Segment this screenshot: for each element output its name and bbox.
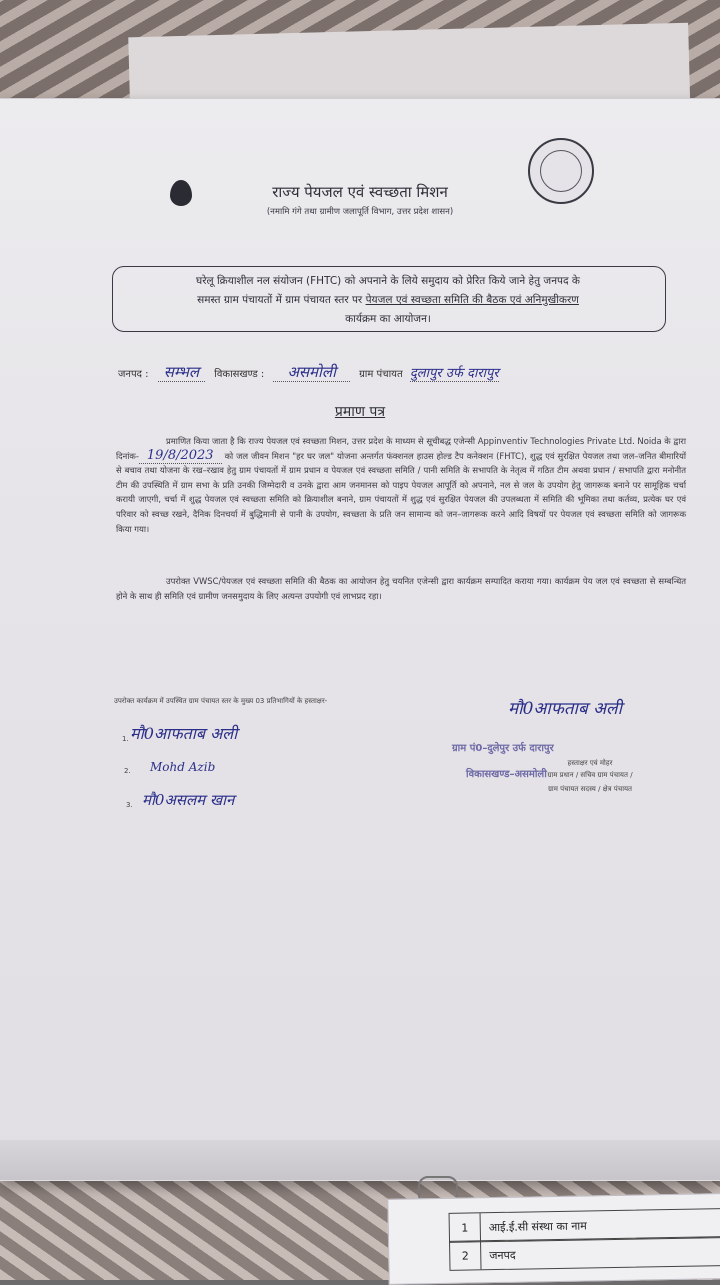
row-number: 1 <box>450 1213 481 1242</box>
participant-signature-3: मौ0असलम खान <box>142 791 235 809</box>
subject-line-2-a: समस्त ग्राम पंचायतों में ग्राम पंचायत स्तर पर <box>197 294 366 306</box>
signatory-label-1: हस्ताक्षर एवं मोहर <box>567 759 613 767</box>
participant-signature-2: Mohd Azib <box>150 760 216 774</box>
signatory-label-3: ग्राम पंचायत सदस्य / क्षेत्र पंचायत <box>547 785 633 793</box>
participant-signature-1: मौ0आफताब अली <box>130 724 238 743</box>
second-sheet <box>387 1193 720 1285</box>
header-subtitle: (नमामि गंगे तथा ग्रामीण जलापूर्ति विभाग, उत्तर प्रदेश शासन) <box>266 207 454 217</box>
program-date: 19/8/2023 <box>139 448 222 464</box>
participant-number-1: 1. <box>122 735 129 743</box>
subject-line-2 <box>112 291 664 309</box>
row-label: जनपद <box>489 1248 516 1262</box>
participant-number-3: 3. <box>126 801 133 809</box>
participants-caption: उपरोक्त कार्यक्रम में उपस्थित ग्राम पंचायत स्तर के मुख्य 03 प्रतिभागियों के हस्ताक्षर- <box>114 697 328 705</box>
paragraph-1-intro: प्रमाणित किया जाता है कि राज्य पेयजल एवं स्वच्छता मिशन, उत्तर प्रदेश के माध्यम से सूचीबद्ध एजेन्सी Appinventiv Technologies Private Ltd. Noida के द्वारा दिनांक- <box>116 436 686 461</box>
block-label: विकासखण्ड : <box>214 369 265 380</box>
table-row <box>449 1236 720 1271</box>
row-label: आई.ई.सी संस्था का नाम <box>488 1218 587 1234</box>
signatory-signature: मौ0आफताब अली <box>508 699 622 719</box>
row-number: 2 <box>450 1241 481 1270</box>
block-value: असमोली <box>273 363 350 382</box>
certificate-paragraph-1 <box>116 434 686 536</box>
stamp-line-2: विकासखण्ड–असमोली <box>466 769 547 780</box>
subject-line-3: कार्यक्रम का आयोजन। <box>345 313 431 325</box>
document-sheet <box>0 98 720 1181</box>
subject-line-2-underlined: पेयजल एवं स्वच्छता समिति की बैठक एवं अनिमुखीकरण <box>365 294 579 306</box>
panchayat-value: दुलापुर उर्फ दारापुर <box>409 366 499 381</box>
document-bottom-edge <box>0 1140 720 1180</box>
certificate-title: प्रमाण पत्र <box>334 404 386 420</box>
paragraph-1-body: को जल जीवन मिशन "हर घर जल" योजना अन्तर्गत फंक्शनल हाउस होल्ड टैप कनेक्शन (FHTC), शुद्ध एवं सुरक्षित पेयजल तथा जल–जनित बीमारियों से बचाव तथा योजना के रख–रखाव हेतु ग्राम पंचायतों में ग्राम प्रधान व पेयजल एवं स्वच्छता समिति / पानी समिति के सभापति के नेतृत्व में गठित टीम अथवा प्रधान / सभापति द्वारा मनोनीत टीम की उपस्थिति में ग्राम सभा के प्रति उनकी जिम्मेदारी व उनके द्वारा आम जनमानस को पाइप पेयजल आपूर्ति को अपनाने, नल से जल के उपयोग हेतु जागरूक बनाने पर सामूहिक चर्चा करायी जाएगी, चर्चा में शुद्ध पेयजल एवं स्वच्छता समिति को क्रियाशील बनाने, ग्राम पंचायतों में शुद्ध एवं सुरक्षित पेयजल की उपलब्धता में समिति की भूमिका तथा कर्तव्य, प्रत्येक घर एवं परिवार को स्वच्छ रखने, दैनिक दिनचर्या में बुद्धिमानी से पानी के उपयोग, स्वच्छता के प्रति जन सामान्य को जन–जागरूक करने आदि विषयों पर पेयजल एवं स्वच्छता समिति को जागरूक किया गया। <box>116 450 687 534</box>
stamp-line-1: ग्राम पं0–दुलेपुर उर्फ दारापुर <box>452 743 554 754</box>
subject-line-1: घरेलू क्रियाशील नल संयोजन (FHTC) को अपनाने के लिये समुदाय को प्रेरित किये जाने हेतु जनपद के <box>196 275 580 287</box>
signatory-label-2: ग्राम प्रधान / सचिव ग्राम पंचायत / <box>547 771 633 779</box>
district-value: सम्भल <box>158 363 205 382</box>
paragraph-2-text: उपरोक्त VWSC/पेयजल एवं स्वच्छता समिति की बैठक का आयोजन हेतु चयनित एजेन्सी द्वारा कार्यक्रम सम्पादित कराया गया। कार्यक्रम पेय जल एवं स्वच्छता से सम्बन्धित होने के साथ ही समिति एवं ग्रामीण जनसमुदाय के लिए अत्यन्त उपयोगी एवं लाभप्रद रहा। <box>116 576 686 601</box>
participant-number-2: 2. <box>124 767 131 775</box>
panchayat-label: ग्राम पंचायत <box>359 369 403 380</box>
district-label: जनपद : <box>118 369 149 380</box>
header-title: राज्य पेयजल एवं स्वच्छता मिशन <box>272 183 448 201</box>
certificate-paragraph-2 <box>116 574 686 603</box>
paper-clip-icon <box>418 1176 458 1200</box>
location-fields <box>118 362 499 382</box>
